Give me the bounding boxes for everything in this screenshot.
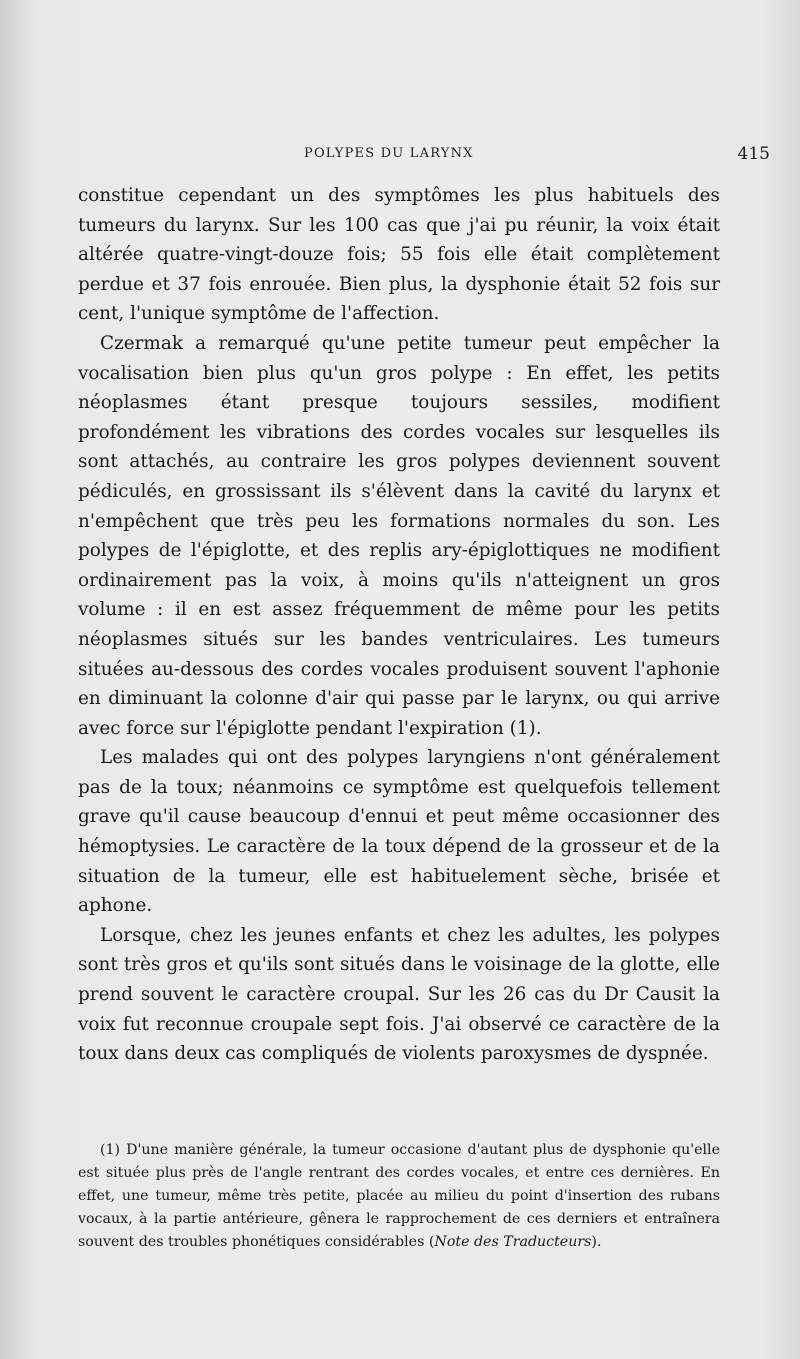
footnotes xyxy=(78,1139,720,1254)
footnote-note: Note des Traducteurs xyxy=(434,1234,592,1250)
main-text xyxy=(78,181,720,1069)
footnote-text: (1) D'une manière générale, la tumeur occasione d'autant plus de dysphonie qu'elle est située plus près de l'angle rentrant des cordes vocales, et entre ces dernières. En effet, une tumeur, même très petite, placée au milieu du point d'insertion des rubans vocaux, à la partie antérieure, gênera le rapprochement de ces derniers et entraînera souvent des troubles phonétiques considérables ( xyxy=(78,1142,720,1250)
paragraph-3: Les malades qui ont des polypes laryngiens n'ont généralement pas de la toux; néanmoins ce symptôme est quelquefois tellement grave qu'il cause beaucoup d'ennui et peut même occasionner des hémoptysies. Le caractère de la toux dépend de la grosseur et de la situation de la tumeur, elle est habituelement sèche, brisée et aphone. xyxy=(78,747,720,917)
paragraph-1: constitue cependant un des symptômes les plus habituels des tumeurs du larynx. Sur les 100 cas que j'ai pu réunir, la voix était altérée quatre-vingt-douze fois; 55 fois elle était complètement perdue et 37 fois enrouée. Bien plus, la dysphonie était 52 fois sur cent, l'unique symptôme de l'affection. xyxy=(78,185,720,325)
page-header xyxy=(78,146,798,166)
page-number: 415 xyxy=(737,144,770,164)
running-title: POLYPES DU LARYNX xyxy=(304,146,474,161)
paragraph-4: Lorsque, chez les jeunes enfants et chez les adultes, les polypes sont très gros et qu'ils sont situés dans le voisinage de la glotte, elle prend souvent le caractère croupal. Sur les 26 cas du Dr Causit la voix fut reconnue croupale sept fois. J'ai observé ce caractère de la toux dans deux cas compliqués de violents paroxysmes de dyspnée. xyxy=(78,924,720,1065)
paragraph-2: Czermak a remarqué qu'une petite tumeur peut empêcher la vocalisation bien plus qu'un gros polype : En effet, les petits néoplasmes étant presque toujours sessiles, modifient profondément les vibrations des cordes vocales sur lesquelles ils sont attachés, au contraire les gros polypes deviennent souvent pédiculés, en grossissant ils s'élèvent dans la cavité du larynx et n'empêchent que très peu les formations normales du son. Les polypes de l'épiglotte, et des replis ary-épiglottiques ne modifient ordinairement pas la voix, à moins qu'ils n'atteignent un gros volume : il en est assez fréquemment de même pour les petits néoplasmes situés sur les bandes ventriculaires. Les tumeurs situées au-dessous des cordes vocales produisent souvent l'aphonie en diminuant la colonne d'air qui passe par le larynx, ou qui arrive avec force sur l'épiglotte pendant l'expiration (1). xyxy=(78,332,720,739)
footnote-end: ). xyxy=(591,1234,602,1250)
footnote-1 xyxy=(78,1139,720,1254)
